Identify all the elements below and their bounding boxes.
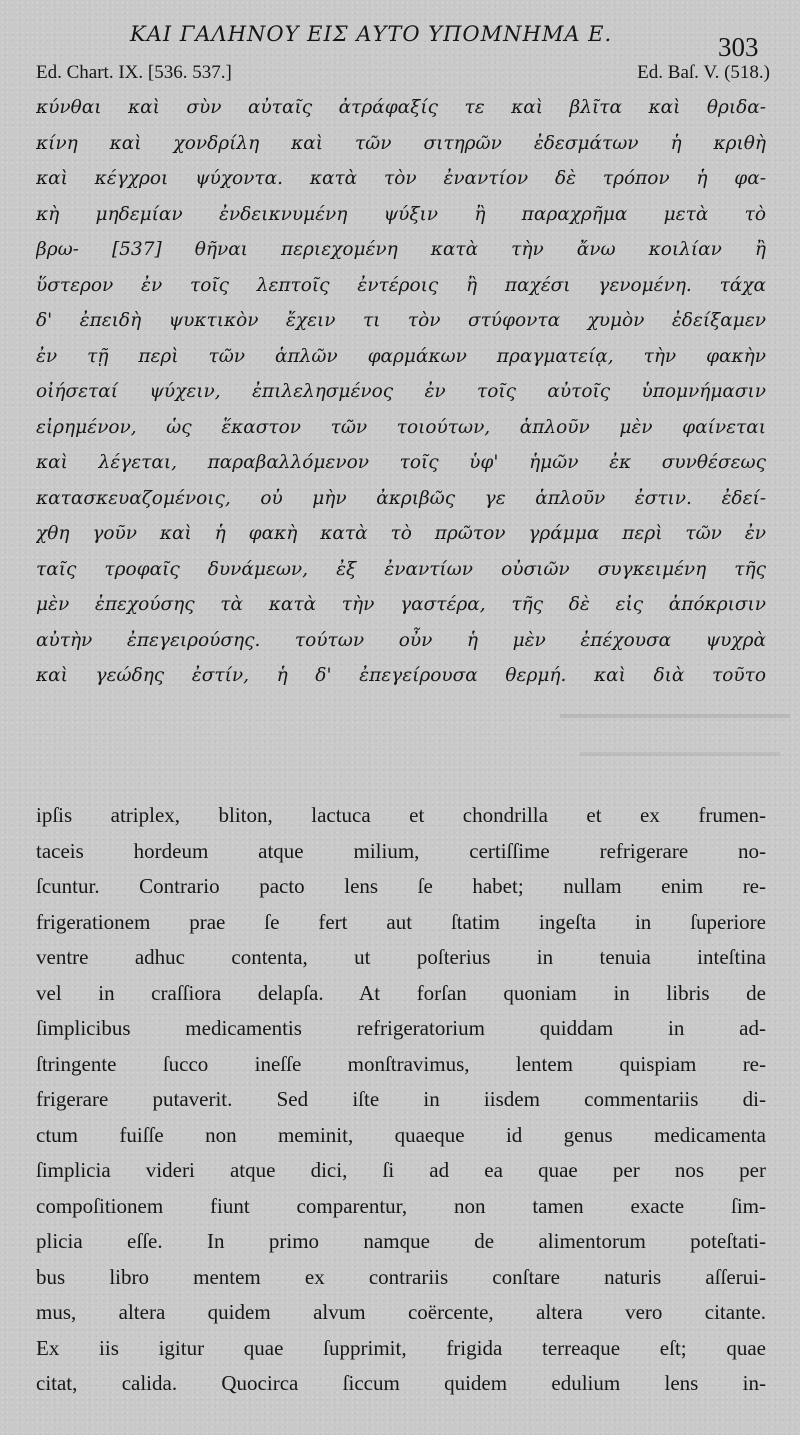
latin-line: frigerationem prae ſe fert aut ſtatim ingeſta in ſuperiore xyxy=(36,909,766,934)
latin-line: ipſis atriplex, bliton, lactuca et chondrilla et ex frumen- xyxy=(36,803,766,827)
greek-line: κὴ μηδεμίαν ἐνδεικνυμένη ψύξιν ἢ παραχρῆμα μετὰ τὸ xyxy=(36,203,766,225)
greek-line: δ' ἐπειδὴ ψυκτικὸν ἔχειν τι τὸν στύφοντα χυμὸν ἐδείξαμεν xyxy=(36,310,766,331)
latin-line: mus, altera quidem alvum coërcente, altera vero citante. xyxy=(36,1300,766,1324)
latin-line: ſtringente ſucco ineſſe monſtravimus, lentem quispiam re- xyxy=(36,1051,766,1076)
latin-line: bus libro mentem ex contrariis conſtare naturis aſſerui- xyxy=(36,1264,766,1289)
running-title: ΚΑΙ ΓΑΛΗΝΟΥ ΕΙΣ ΑΥΤΟ ΥΠΟΜΝΗΜΑ Ε. xyxy=(130,22,613,46)
latin-line: ſcuntur. Contrario pacto lens ſe habet; nullam enim re- xyxy=(36,874,766,898)
latin-line: ventre adhuc contenta, ut poſterius in tenuia inteſtina xyxy=(36,945,766,969)
greek-line: οἰήσεταί ψύχειν, ἐπιλελησμένος ἐν τοῖς αὐτοῖς ὑπομνήμασιν xyxy=(36,381,766,402)
greek-line: καὶ κέγχροι ψύχοντα. κατὰ τὸν ἐναντίον δὲ τρόπον ἡ φα- xyxy=(36,168,766,189)
edition-basel-reference: Ed. Baſ. V. (518.) xyxy=(637,62,770,83)
greek-line: μὲν ἐπεχούσης τὰ κατὰ τὴν γαστέρα, τῆς δὲ εἰς ἀπόκρισιν xyxy=(36,594,766,615)
latin-line: citat, calida. Quocirca ſiccum quidem edulium lens in- xyxy=(36,1371,766,1395)
latin-line: vel in craſſiora delapſa. At forſan quoniam in libris de xyxy=(36,980,766,1005)
greek-line: ταῖς τροφαῖς δυνάμεων, ἐξ ἐναντίων οὐσιῶν συγκειμένη τῆς xyxy=(36,558,766,580)
greek-line: ἐν τῇ περὶ τῶν ἁπλῶν φαρμάκων πραγματείᾳ, τὴν φακὴν xyxy=(36,345,766,367)
edition-chartier-reference: Ed. Chart. IX. [536. 537.] xyxy=(36,62,232,83)
page-number: 303 xyxy=(718,32,759,62)
latin-line: frigerare putaverit. Sed iſte in iisdem commentariis di- xyxy=(36,1087,766,1111)
greek-line: κίνη καὶ χονδρίλη καὶ τῶν σιτηρῶν ἐδεσμάτων ἡ κριθὴ xyxy=(36,132,766,154)
greek-line: αὐτὴν ἐπεγειρούσης. τούτων οὖν ἡ μὲν ἐπέχουσα ψυχρὰ xyxy=(36,629,766,651)
greek-line: βρω- [537] θῆναι περιεχομένη κατὰ τὴν ἄνω κοιλίαν ἢ xyxy=(36,239,766,260)
latin-line: compoſitionem fiunt comparentur, non tamen exacte ſim- xyxy=(36,1193,766,1218)
greek-line: κατασκευαζομένοις, οὐ μὴν ἀκριβῶς γε ἁπλοῦν ἐστιν. ἐδεί- xyxy=(36,487,766,509)
bleed-through-shadow xyxy=(560,700,800,780)
latin-line: Ex iis igitur quae ſupprimit, frigida terreaque eſt; quae xyxy=(36,1335,766,1360)
greek-line: καὶ λέγεται, παραβαλλόμενον τοῖς ὑφ' ἡμῶν ἐκ συνθέσεως xyxy=(36,452,766,473)
greek-line: ὕστερον ἐν τοῖς λεπτοῖς ἐντέροις ἢ παχέσι γενομένη. τάχα xyxy=(36,274,766,296)
latin-line: ſimplicia videri atque dici, ſi ad ea quae per nos per xyxy=(36,1158,766,1182)
edition-reference-line xyxy=(36,62,770,90)
latin-line: plicia eſſe. In primo namque de alimentorum poteſtati- xyxy=(36,1229,766,1253)
running-head xyxy=(0,16,800,62)
latin-text-block xyxy=(36,798,766,1402)
greek-line: εἰρημένον, ὡς ἕκαστον τῶν τοιούτων, ἁπλοῦν μὲν φαίνεται xyxy=(36,416,766,438)
latin-line: ctum fuiſſe non meminit, quaeque id genus medicamenta xyxy=(36,1122,766,1147)
greek-line: καὶ γεώδης ἐστίν, ἡ δ' ἐπεγείρουσα θερμή. καὶ διὰ τοῦτο xyxy=(36,665,766,686)
greek-line: χθη γοῦν καὶ ἡ φακὴ κατὰ τὸ πρῶτον γράμμα περὶ τῶν ἐν xyxy=(36,523,766,544)
bleed-through-marks xyxy=(560,700,800,780)
latin-line: taceis hordeum atque milium, certiſſime refrigerare no- xyxy=(36,838,766,863)
greek-text-block xyxy=(36,90,766,694)
greek-line: κύνθαι καὶ σὺν αὐταῖς ἀτράφαξίς τε καὶ βλῖτα καὶ θριδα- xyxy=(36,97,766,118)
latin-line: ſimplicibus medicamentis refrigeratorium quiddam in ad- xyxy=(36,1016,766,1040)
